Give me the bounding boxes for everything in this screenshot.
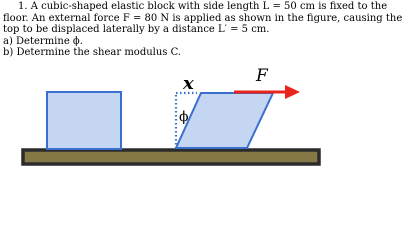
- angle-label: ϕ: [179, 109, 189, 125]
- displacement-label: x: [183, 73, 194, 94]
- deformed-block: [176, 93, 273, 148]
- problem-line-1: 1. A cubic-shaped elastic block with side length L = 50 cm is fixed to the: [18, 1, 388, 12]
- question-b: b) Determine the shear modulus C.: [3, 47, 182, 58]
- undeformed-block: [47, 92, 121, 149]
- question-a: a) Determine ϕ.: [3, 35, 83, 47]
- problem-line-3: top to be displaced laterally by a distance L′ = 5 cm.: [3, 24, 270, 35]
- force-arrow-head: [285, 85, 300, 99]
- problem-line-2: floor. An external force F = 80 N is applied as shown in the figure, causing the: [3, 12, 402, 24]
- force-label: F: [256, 66, 268, 86]
- floor: [23, 150, 319, 164]
